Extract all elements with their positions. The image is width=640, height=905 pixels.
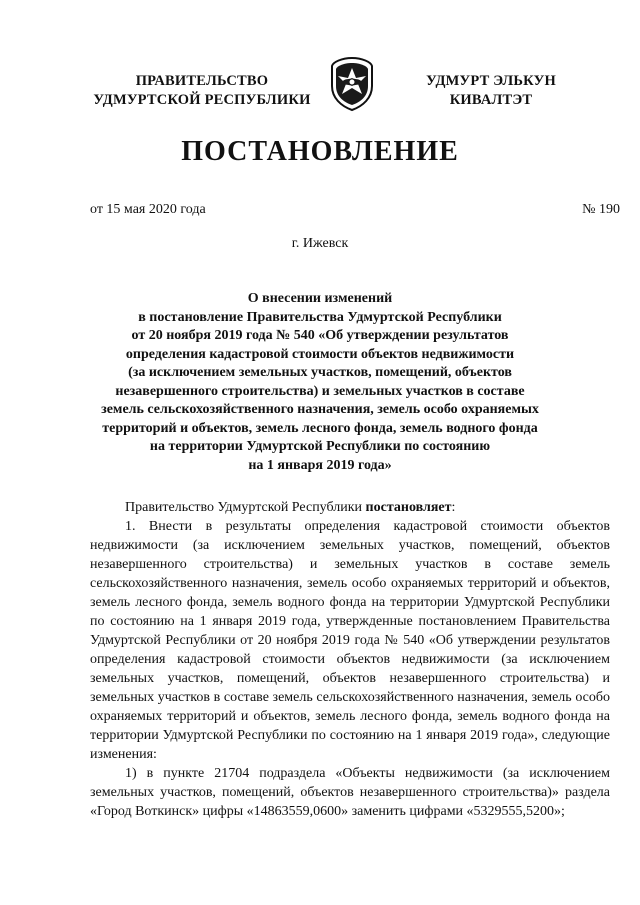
subject-line: от 20 ноября 2019 года № 540 «Об утверждении результатов <box>131 328 509 343</box>
subject-line: незавершенного строительства) и земельных участков в составе <box>115 383 525 399</box>
intro-paragraph <box>90 498 610 517</box>
subject-line: в постановление Правительства Удмуртской Республики <box>138 309 502 325</box>
item-1-paragraph: 1. Внести в результаты определения кадастровой стоимости объектов недвижимости (за исключением земельных участков, помещений, объектов незавершенного строительства) и земельных участков в составе земель сельскохозяйственного назначения, земель особо охраняемых территорий и объектов, земель лесного фонда, земель водного фонда на территории Удмуртской Республики по состоянию на 1 января 2019 года, утвержденные постановлением Правительства Удмуртской Республики от 20 ноября 2019 года № 540 «Об утверждении результатов определения кадастровой стоимости объектов недвижимости (за исключением земельных участков, помещений, объектов незавершенного строительства) и земельных участков в составе земель сельскохозяйственного назначения, земель особо охраняемых территорий и объектов, земель лесного фонда, земель водного фонда на территории Удмуртской Республики по состоянию на 1 января 2019 года», следующие изменения: <box>90 519 610 762</box>
subject-line: О внесении изменений <box>247 291 393 306</box>
issuer-line-1: ПРАВИТЕЛЬСТВО <box>135 73 269 89</box>
issuer-udmurt-line-2: КИВАЛТЭТ <box>449 92 533 108</box>
document-subject <box>70 290 570 475</box>
issuer-udmurt-line-1: УДМУРТ ЭЛЬКУН <box>426 73 556 89</box>
document-body <box>90 498 610 821</box>
document-title: ПОСТАНОВЛЕНИЕ <box>181 136 459 167</box>
subitem-1-paragraph: 1) в пункте 21704 подраздела «Объекты недвижимости (за исключением земельных участков, помещений, объектов незавершенного строительства)» раздела «Город Воткинск» цифры «14863559,0600» заменить цифрами «5329555,5200»; <box>90 766 610 819</box>
coat-of-arms-icon <box>328 56 376 112</box>
subject-line: (за исключением земельных участков, помещений, объектов <box>128 365 512 380</box>
issuer-line-2: УДМУРТСКОЙ РЕСПУБЛИКИ <box>93 92 311 108</box>
issuer-name-udmurt <box>396 72 586 110</box>
subject-line: на 1 января 2019 года» <box>248 457 392 473</box>
intro-keyword: постановляет <box>365 500 452 515</box>
intro-colon: : <box>451 500 456 515</box>
document-date: от 15 мая 2020 года <box>90 202 206 217</box>
document-city: г. Ижевск <box>291 236 349 251</box>
document-number: № 190 <box>582 202 620 217</box>
issuer-name-russian <box>82 72 322 110</box>
intro-text: Правительство Удмуртской Республики <box>125 500 366 515</box>
subject-line: на территории Удмуртской Республики по состоянию <box>149 439 491 454</box>
subject-line: определения кадастровой стоимости объектов недвижимости <box>125 346 515 362</box>
subject-line: земель сельскохозяйственного назначения, земель особо охраняемых <box>101 402 539 417</box>
subject-line: территорий и объектов, земель лесного фонда, земель водного фонда <box>102 420 538 436</box>
